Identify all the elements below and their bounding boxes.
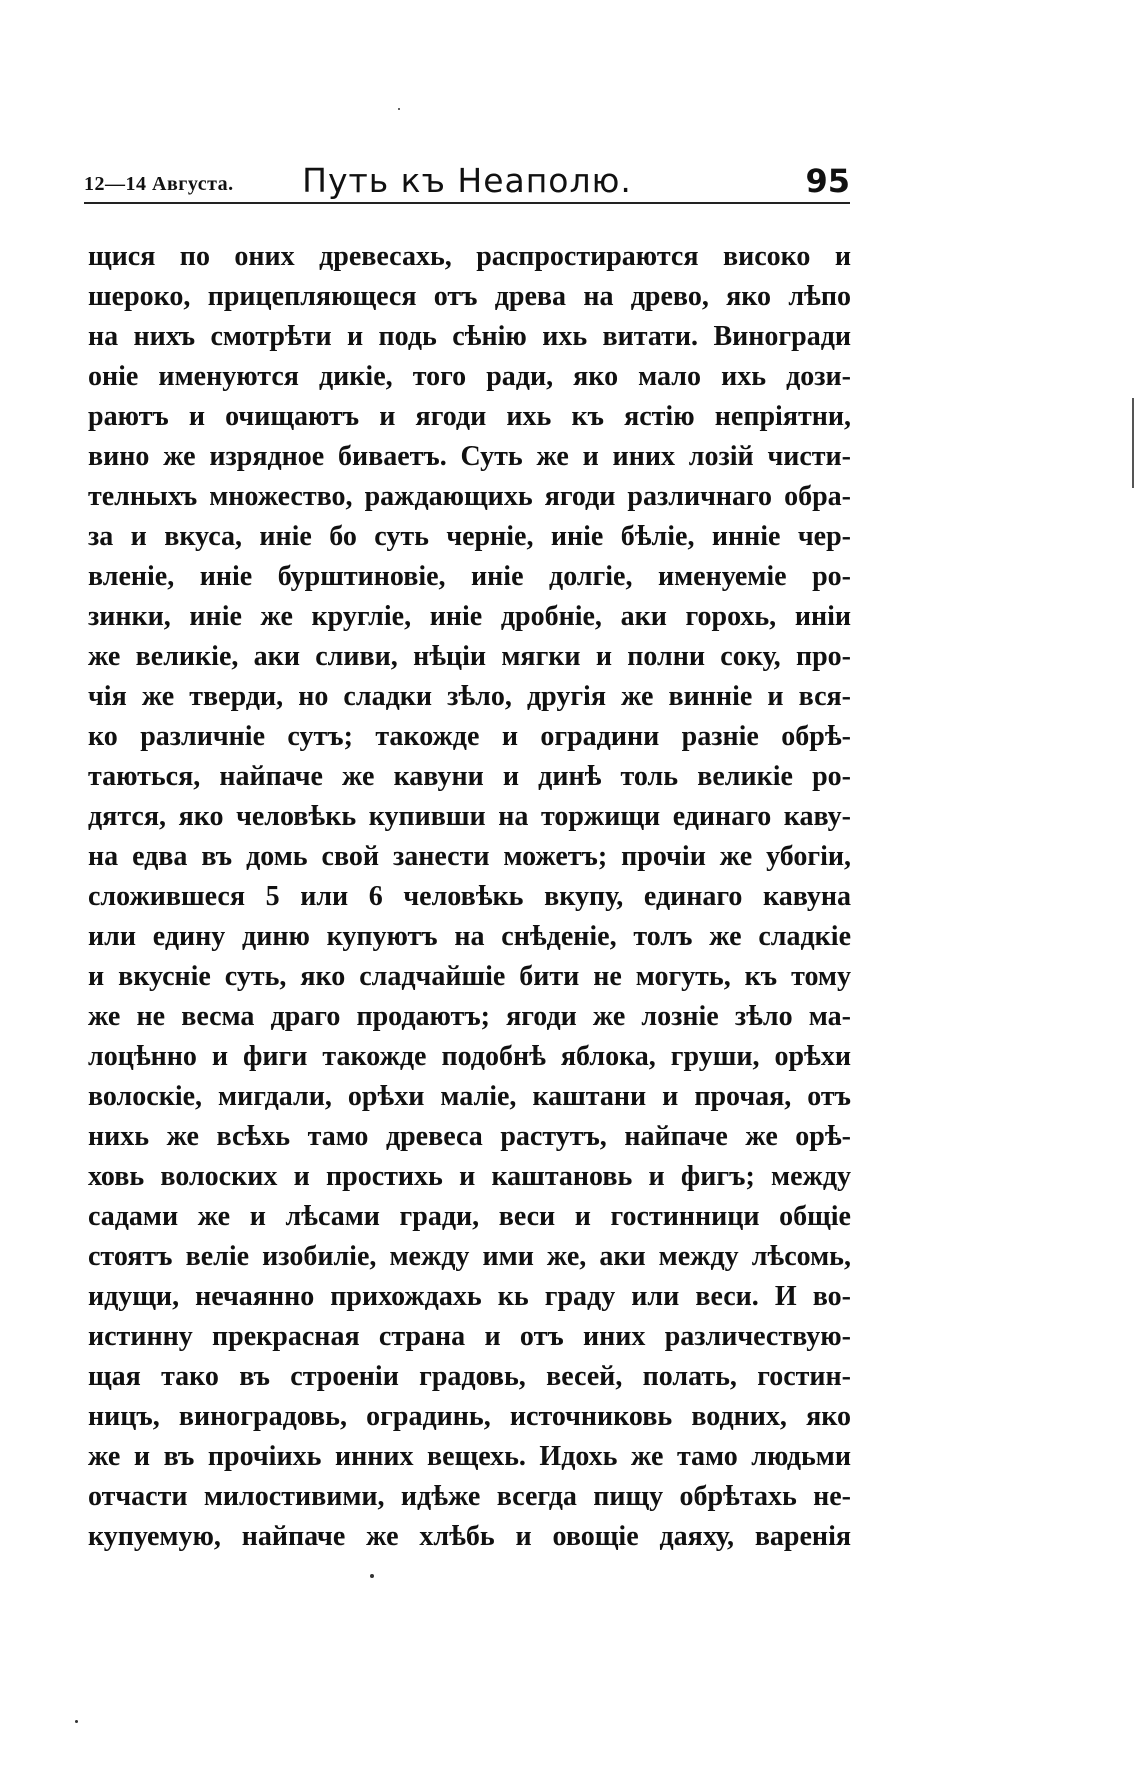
text-line: же великіе, аки сливи, нѣціи мягки и полни соку, про- [88,641,851,672]
text-line: на нихъ смотрѣти и подь сѣнію ихь витати. Виногради [88,321,851,352]
text-line: на едва въ домь свой занести можетъ; прочіи же убогіи, [88,841,851,872]
text-line: вленіе, иніе бурштиновіе, иніе долгіе, именуеміе ро- [88,561,851,592]
header-date: 12—14 Августа. [84,173,234,195]
print-speck [370,1574,374,1578]
page-edge-mark [1132,398,1134,488]
text-line: дятся, яко человѣкь купивши на торжищи единаго каву- [88,801,851,832]
text-line: оніе именуются дикіе, того ради, яко мало ихь дози- [88,361,851,392]
text-line: отчасти милостивими, идѣже всегда пищу обрѣтахь не- [88,1481,851,1512]
text-line: или едину диню купуютъ на снѣденіе, толъ же сладкіе [88,921,851,952]
text-line: ко различніе сутъ; такожде и оградини разніе обрѣ- [88,721,851,752]
text-line: стоятъ веліе изобиліе, между ими же, аки между лѣсомь, [88,1241,851,1272]
page-number: 95 [805,162,850,200]
text-line: щая тако въ строеніи градовь, весей, полать, гостин- [88,1361,851,1392]
text-line: же и въ прочіихь инних вещехь. Идохь же тамо людьми [88,1441,851,1472]
text-line: шероко, прицепляющеся отъ древа на древо, яко лѣпо [88,281,851,312]
text-line: таються, найпаче же кавуни и динѣ толь великіе ро- [88,761,851,792]
text-line: и вкусніе суть, яко сладчайшіе бити не могуть, къ тому [88,961,851,992]
text-line: щися по оних древесахь, распростираются високо и [88,241,851,272]
text-line: идущи, нечаянно прихождахь кь граду или веси. И во- [88,1281,851,1312]
text-line: чія же тверди, но сладки зѣло, другія же винніе и вся- [88,681,851,712]
body-text [88,237,851,1557]
text-line: лоцѣнно и фиги такожде подобнѣ яблока, груши, орѣхи [88,1041,851,1072]
print-speck [75,1720,78,1723]
text-line: же не весма драго продаютъ; ягоди же лозніе зѣло ма- [88,1001,851,1032]
text-line: сложившеся 5 или 6 человѣкь вкупу, единаго кавуна [88,881,851,912]
text-line: истинну прекрасная страна и отъ иних различествую- [88,1321,851,1352]
print-speck [398,108,400,110]
text-line: вино же изрядное биваетъ. Суть же и иних лозій чисти- [88,441,851,472]
text-line: раютъ и очищаютъ и ягоди ихь къ ястію непріятни, [88,401,851,432]
header-rule [84,202,850,204]
running-title: Путь къ Неаполю. [302,161,632,200]
text-line: ницъ, виноградовь, оградинь, источниковь водних, яко [88,1401,851,1432]
running-header [84,150,850,204]
text-line: ховь волоских и простихь и каштановь и фигъ; между [88,1161,851,1192]
text-line: садами же и лѣсами гради, веси и гостинници общіе [88,1201,851,1232]
text-line: зинки, иніе же круглiе, иніе дробніе, аки горохь, иніи [88,601,851,632]
text-line: купуемую, найпаче же хлѣбь и овощіе даяху, варенія [88,1521,851,1552]
text-line: нихь же всѣхь тамо древеса растутъ, найпаче же орѣ- [88,1121,851,1152]
text-line: волоскіе, мигдали, орѣхи маліе, каштани и прочая, отъ [88,1081,851,1112]
text-line: телныхъ множество, раждающихь ягоди различнаго обра- [88,481,851,512]
text-line: за и вкуса, иніе бо суть черніе, иніе бѣліе, инніе чер- [88,521,851,552]
